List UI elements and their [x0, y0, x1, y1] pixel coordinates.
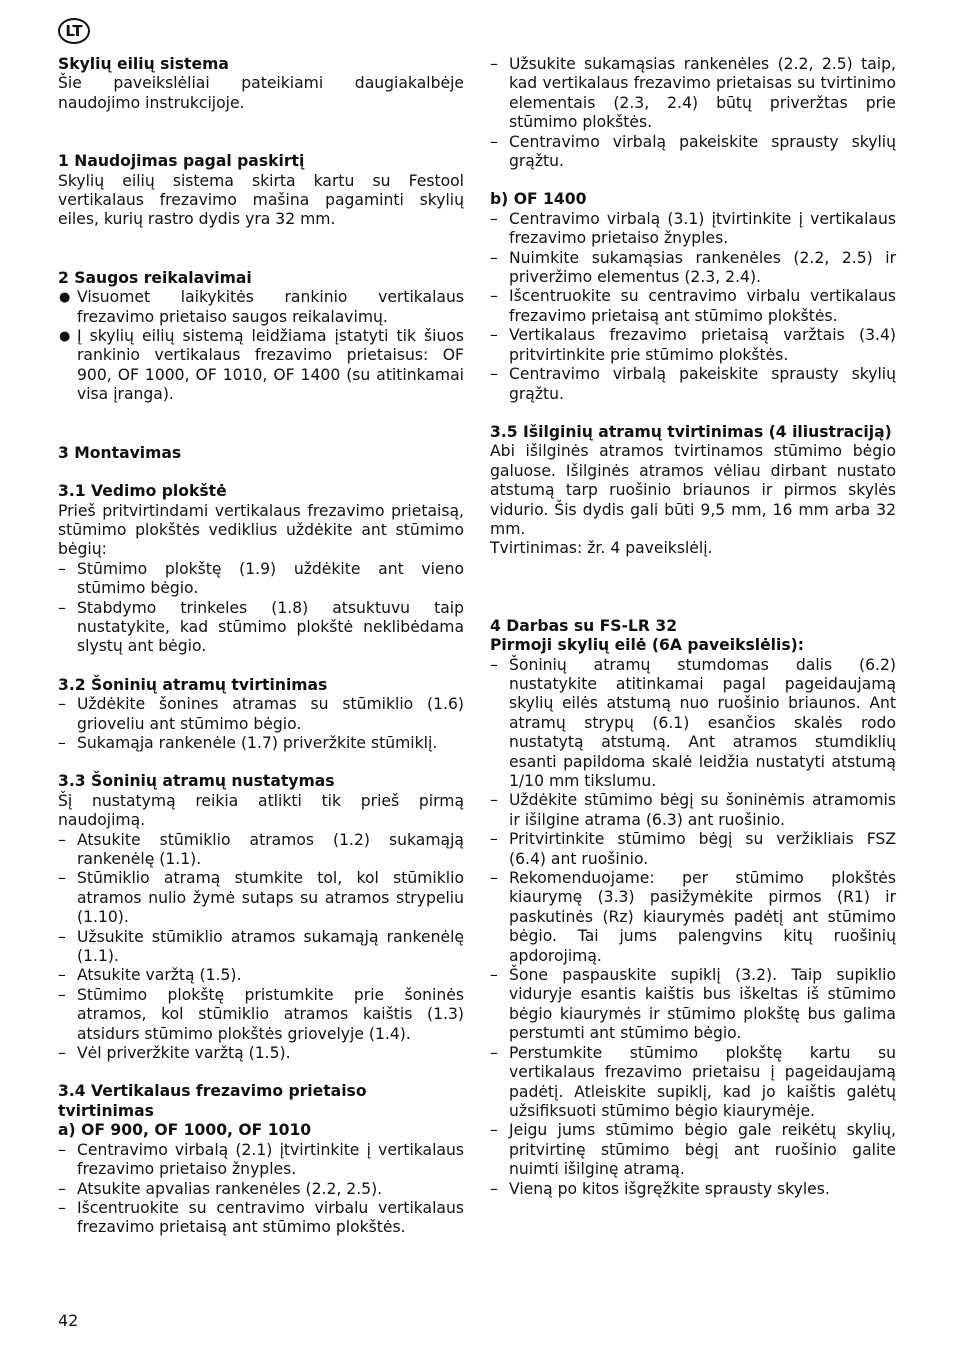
list-item: – Šone paspauskite supiklį (3.2). Taip supiklio viduryje esantis kaištis bus iškeltas iš stūmimo bėgio kiaurymės ir stūmimo plokštę bus galima perstumti ant stūmimo bėgio. [490, 966, 896, 1044]
list-item: – Perstumkite stūmimo plokštę kartu su vertikalaus frezavimo prietaisu į pageidaujamą padėtį. Atleiskite supiklį, kad jo kaištis galėtų užsifiksuoti stūmimo bėgio kiaurymėje. [490, 1044, 896, 1122]
section-3-4-b-list [490, 210, 896, 404]
section-3-4-list [58, 1141, 464, 1238]
intro-text: Šie paveikslėliai pateikiami daugiakalbėje naudojimo instrukcijoje. [58, 74, 464, 112]
list-item: – Jeigu jums stūmimo bėgio gale reikėtų skylių, pritvirtinę stūmimo bėgį ant ruošinio galite nuimti išilginę atramą. [490, 1121, 896, 1179]
section-4-list [490, 656, 896, 1199]
list-item: – Stūmimo plokštę pristumkite prie šoninės atramos, kol stūmiklio atramos kaištis (1.3) atsidurs stūmimo plokštės griovelyje (1.4). [58, 986, 464, 1044]
list-item: – Centravimo virbalą pakeiskite sprausty skylių grąžtu. [490, 365, 896, 404]
section-3-2-list [58, 695, 464, 753]
section-3-1-title: 3.1 Vedimo plokštė [58, 482, 227, 501]
left-column [58, 55, 464, 1238]
section-3-1-list [58, 560, 464, 657]
section-3-4-b-title: b) OF 1400 [490, 190, 587, 209]
right-column [490, 55, 896, 1199]
list-item: – Centravimo virbalą (2.1) įtvirtinkite į vertikalaus frezavimo prietaiso žnyples. [58, 1141, 464, 1180]
list-item: – Stūmiklio atramą stumkite tol, kol stūmiklio atramos nulio žymė sutaps su atramos strypeliu (1.10). [58, 869, 464, 927]
list-item: – Užsukite stūmiklio atramos sukamąją rankenėlę (1.1). [58, 928, 464, 967]
list-item: – Atsukite varžtą (1.5). [58, 966, 464, 985]
section-1-title: 1 Naudojimas pagal paskirtį [58, 152, 305, 171]
section-3-3-title: 3.3 Šoninių atramų nustatymas [58, 772, 335, 791]
section-3-5-text: Abi išilginės atramos tvirtinamos stūmimo bėgio galuose. Išilginės atramos vėliau dirbant nustato atstumą tarp ruošinio briaunos ir pirmos skylės vidurio. Šis dydis gali būti 9,5 mm, 16 mm arba 32 mm. [490, 442, 896, 538]
section-2-list [58, 288, 464, 404]
list-item: – Užsukite sukamąsias rankenėles (2.2, 2.5) taip, kad vertikalaus frezavimo prietaisas su tvirtinimo elementais (2.3, 2.4) būtų priveržtas prie stūmimo plokštės. [490, 55, 896, 133]
intro-title: Skylių eilių sistema [58, 55, 229, 73]
section-3-4-subtitle: a) OF 900, OF 1000, OF 1010 [58, 1121, 312, 1140]
list-item: – Centravimo virbalą pakeiskite sprausty skylių grąžtu. [490, 133, 896, 172]
list-item: – Pritvirtinkite stūmimo bėgį su veržikliais FSZ (6.4) ant ruošinio. [490, 830, 896, 869]
list-item: – Vieną po kitos išgręžkite sprausty skyles. [490, 1180, 896, 1199]
list-item: – Nuimkite sukamąsias rankenėles (2.2, 2.5) ir priveržimo elementus (2.3, 2.4). [490, 249, 896, 288]
list-item: – Vėl priveržkite varžtą (1.5). [58, 1044, 464, 1063]
list-item: ● Visuomet laikykitės rankinio vertikalaus frezavimo prietaiso saugos reikalavimų. [58, 288, 464, 327]
list-item: – Uždėkite šonines atramas su stūmiklio (1.6) grioveliu ant stūmimo bėgio. [58, 695, 464, 734]
list-item: – Stabdymo trinkeles (1.8) atsuktuvu taip nustatykite, kad stūmimo plokštė neklibėdama slystų ant bėgio. [58, 599, 464, 657]
list-item: – Išcentruokite su centravimo virbalu vertikalaus frezavimo prietaisą ant stūmimo plokštės. [58, 1199, 464, 1238]
list-item: – Sukamąja rankenėle (1.7) priveržkite stūmiklį. [58, 734, 464, 753]
section-3-3-text: Šį nustatymą reikia atlikti tik prieš pirmą naudojimą. [58, 791, 464, 830]
section-1-text: Skylių eilių sistema skirta kartu su Festool vertikalaus frezavimo mašina pagaminti skylių eiles, kurių rastro dydis yra 32 mm. [58, 171, 464, 229]
section-4-title: 4 Darbas su FS-LR 32 [490, 616, 678, 635]
list-item: – Šoninių atramų stumdomas dalis (6.2) nustatykite atitinkamai pagal pageidaujamą skylių eilės atstumą nuo ruošinio briaunos. Ant atramų strypų (6.1) esančios skalės rodo nustatytą atstumą. Ant atramos stumdiklių esanti papildoma skalė leidžia nustatyti atstumą 1/10 mm tikslumu. [490, 656, 896, 792]
list-item: – Išcentruokite su centravimo virbalu vertikalaus frezavimo prietaisą ant stūmimo plokštės. [490, 287, 896, 326]
list-item: – Atsukite stūmiklio atramos (1.2) sukamąją rankenėlę (1.1). [58, 831, 464, 870]
list-item: – Rekomenduojame: per stūmimo plokštės kiaurymę (3.3) pasižymėkite pirmos (R1) ir paskutinės (Rz) kiaurymės padėtį ant stūmimo bėgio. Tai jums palengvins kitų ruošinių apdorojimą. [490, 869, 896, 966]
list-item: – Uždėkite stūmimo bėgį su šoninėmis atramomis ir išilgine atrama (6.3) ant ruošinio. [490, 791, 896, 830]
section-3-1-text: Prieš pritvirtindami vertikalaus frezavimo prietaisą, stūmimo plokštės vediklius uždėkite ant stūmimo bėgių: [58, 501, 464, 559]
list-item: – Vertikalaus frezavimo prietaisą varžtais (3.4) pritvirtinkite prie stūmimo plokštės. [490, 326, 896, 365]
section-3-4-continued-list [490, 55, 896, 171]
section-3-3-list [58, 831, 464, 1064]
section-3-5-text-2: Tvirtinimas: žr. 4 paveikslėlį. [490, 539, 713, 558]
language-badge: LT [58, 18, 90, 44]
section-3-title: 3 Montavimas [58, 443, 182, 462]
section-4-subtitle: Pirmoji skylių eilė (6A paveikslėlis): [490, 636, 805, 655]
section-3-4-title: 3.4 Vertikalaus frezavimo prietaiso tvirtinimas [58, 1082, 367, 1120]
list-item: ● Į skylių eilių sistemą leidžiama įstatyti tik šiuos rankinio vertikalaus frezavimo prietaisus: OF 900, OF 1000, OF 1010, OF 1400 (su atitinkamai visa įranga). [58, 327, 464, 405]
list-item: – Centravimo virbalą (3.1) įtvirtinkite į vertikalaus frezavimo prietaiso žnyples. [490, 210, 896, 249]
list-item: – Atsukite apvalias rankenėles (2.2, 2.5). [58, 1180, 464, 1199]
section-3-5-title: 3.5 Išilginių atramų tvirtinimas (4 iliustraciją) [490, 422, 892, 441]
section-3-2-title: 3.2 Šoninių atramų tvirtinimas [58, 675, 328, 694]
section-2-title: 2 Saugos reikalavimai [58, 268, 252, 287]
page-number: 42 [58, 1311, 79, 1330]
list-item: – Stūmimo plokštę (1.9) uždėkite ant vieno stūmimo bėgio. [58, 560, 464, 599]
